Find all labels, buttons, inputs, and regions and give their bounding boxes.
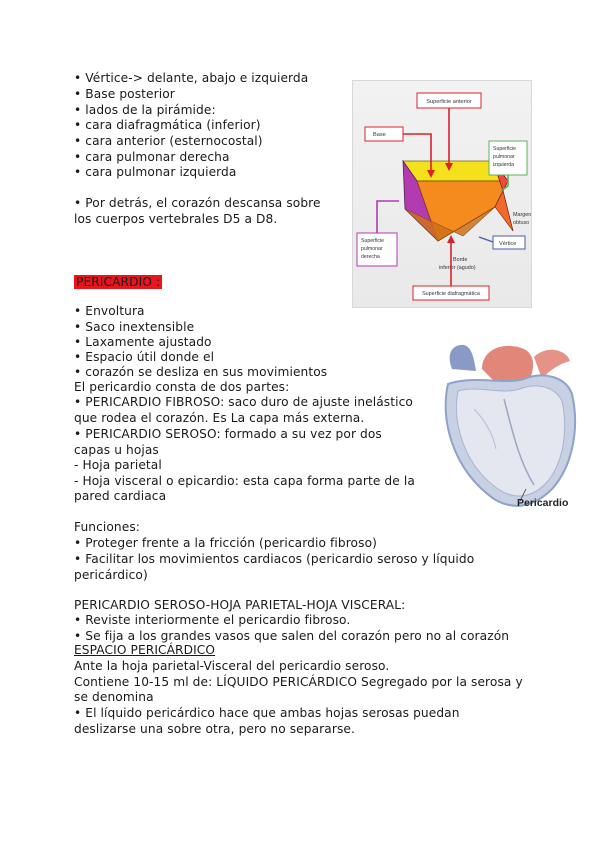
heart-illustration xyxy=(434,339,584,514)
espacio-line-5: deslizarse una sobre otra, pero no separarse. xyxy=(74,722,355,736)
pericardio-heading-line xyxy=(74,275,162,291)
label-superficie-anterior: Superficie anterior xyxy=(426,99,472,105)
seroso-line-1: • Reviste interiormente el pericardio fibroso. xyxy=(74,613,351,627)
label-vertice: Vértice xyxy=(499,241,517,247)
heart-svg xyxy=(434,339,584,514)
funciones-line-2: • Facilitar los movimientos cardiacos (pericardio seroso y líquido xyxy=(74,552,475,566)
pericardio-part-seroso-2: capas u hojas xyxy=(74,443,159,457)
seroso-line-2: • Se fija a los grandes vasos que salen del corazón pero no al corazón xyxy=(74,629,510,643)
intro-line-cara-anterior: • cara anterior (esternocostal) xyxy=(74,134,263,148)
pericardio-parts-intro: El pericardio consta de dos partes: xyxy=(74,380,290,394)
espacio-line-2: Contiene 10-15 ml de: LÍQUIDO PERICÁRDICO Segregado por la serosa y xyxy=(74,675,523,689)
pericardio-feature-espacio: • Espacio útil donde el xyxy=(74,350,215,364)
pyramid-diagram xyxy=(352,80,532,308)
intro-position-line-1: • Por detrás, el corazón descansa sobre xyxy=(74,196,321,210)
pericardio-part-fibroso-1: • PERICARDIO FIBROSO: saco duro de ajuste inelástico xyxy=(74,395,413,409)
label-sup-pulmonar-der-3: derecha xyxy=(361,254,380,260)
intro-position-line-2: los cuerpos vertebrales D5 a D8. xyxy=(74,212,278,226)
funciones-line-1: • Proteger frente a la fricción (pericardio fibroso) xyxy=(74,536,377,550)
intro-line-cara-pulmonar-izquierda: • cara pulmonar izquierda xyxy=(74,165,237,179)
pericardio-heading: PERICARDIO : xyxy=(76,275,161,289)
label-sup-pulmonar-izq-3: izquierda xyxy=(493,162,515,168)
pericardio-feature-saco: • Saco inextensible xyxy=(74,320,195,334)
pericardio-feature-envoltura: • Envoltura xyxy=(74,304,145,318)
heart-vessel-left xyxy=(450,345,476,371)
pyramid-svg xyxy=(353,81,531,307)
intro-line-cara-diafragmatica: • cara diafragmática (inferior) xyxy=(74,118,261,132)
heart-aorta xyxy=(482,346,533,381)
label-margen-2: obtuso xyxy=(513,220,530,226)
intro-line-lados: • lados de la pirámide: xyxy=(74,103,216,117)
pericardio-part-pared: pared cardiaca xyxy=(74,489,167,503)
label-margen-1: Margen xyxy=(513,212,531,218)
label-superficie-diafragmatica: Superficie diafragmática xyxy=(422,291,480,297)
espacio-line-1: Ante la hoja parietal-Visceral del pericardio seroso. xyxy=(74,659,390,673)
pericardio-part-hoja-visceral: - Hoja visceral o epicardio: esta capa forma parte de la xyxy=(74,474,415,488)
espacio-line-4: • El líquido pericárdico hace que ambas hojas serosas puedan xyxy=(74,706,460,720)
heart-caption: Pericardio xyxy=(517,497,569,509)
pericardio-feature-corazon: • corazón se desliza en sus movimientos xyxy=(74,365,328,379)
pericardio-feature-laxamente: • Laxamente ajustado xyxy=(74,335,212,349)
pericardio-part-seroso-1: • PERICARDIO SEROSO: formado a su vez por dos xyxy=(74,427,382,441)
label-sup-pulmonar-izq-2: pulmonar xyxy=(493,154,515,160)
pericardio-part-fibroso-2: que rodea el corazón. Es La capa más externa. xyxy=(74,411,365,425)
label-sup-pulmonar-der-2: pulmonar xyxy=(361,246,383,252)
label-borde-1: Borde xyxy=(453,257,468,263)
label-base: Base xyxy=(373,132,386,138)
seroso-title: PERICARDIO SEROSO-HOJA PARIETAL-HOJA VISCERAL: xyxy=(74,598,406,612)
label-sup-pulmonar-der-1: Superficie xyxy=(361,238,385,244)
label-borde-2: inferior (agudo) xyxy=(439,265,476,271)
espacio-title: ESPACIO PERICÁRDICO xyxy=(74,643,216,657)
funciones-line-3: pericárdico) xyxy=(74,568,148,582)
intro-line-base: • Base posterior xyxy=(74,87,175,101)
pericardio-part-hoja-parietal: - Hoja parietal xyxy=(74,458,162,472)
label-sup-pulmonar-izq-1: Superficie xyxy=(493,146,517,152)
intro-line-cara-pulmonar-derecha: • cara pulmonar derecha xyxy=(74,150,230,164)
funciones-title: Funciones: xyxy=(74,520,141,534)
espacio-line-3: se denomina xyxy=(74,690,154,704)
intro-line-vertice: • Vértice-> delante, abajo e izquierda xyxy=(74,71,309,85)
